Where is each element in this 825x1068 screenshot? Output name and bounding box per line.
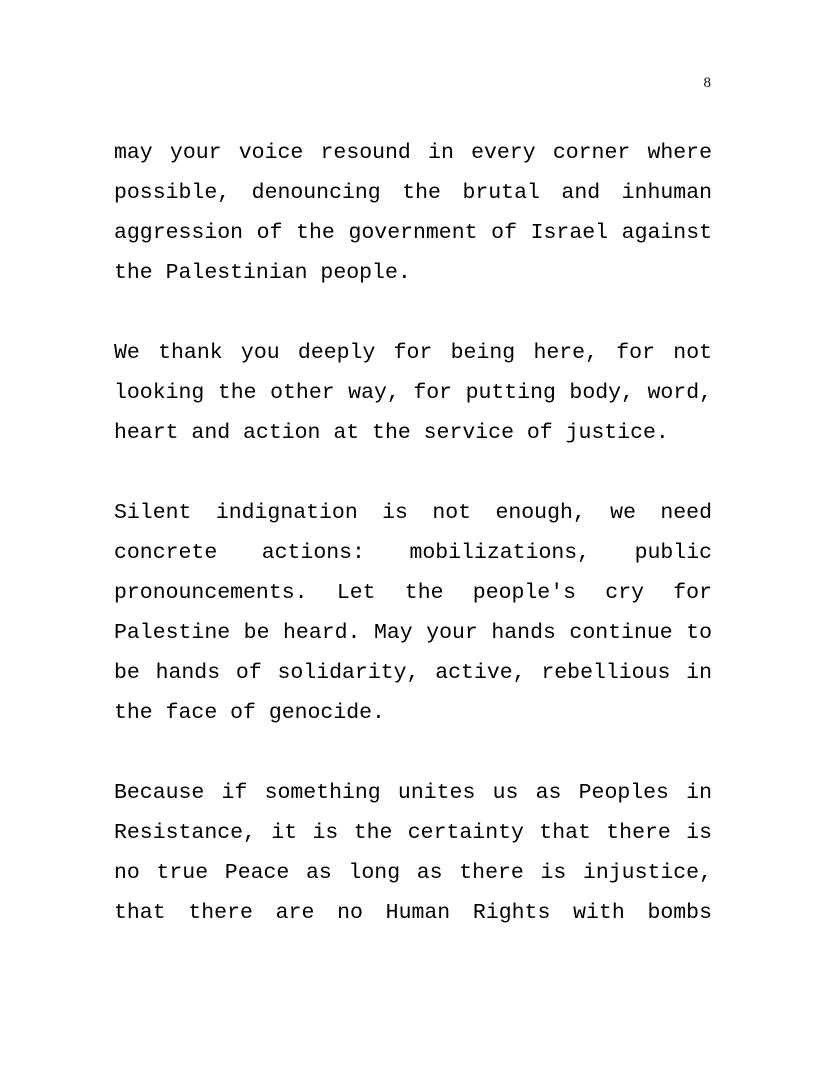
paragraph-2: We thank you deeply for being here, for not looking the other way, for putting body, word, heart and action at the service of justice. bbox=[114, 341, 712, 445]
paragraph-3: Silent indignation is not enough, we need concrete actions: mobilizations, public pronouncements. Let the people's cry for Palestine be heard. May your hands continue to be hands of solidarity, active, rebellious in the face of genocide. bbox=[114, 501, 712, 725]
paragraph-4: Because if something unites us as Peoples in Resistance, it is the certainty that there is no true Peace as long as there is injustice, that there are no Human Rights with bombs bbox=[114, 781, 712, 925]
paragraph-1: may your voice resound in every corner where possible, denouncing the brutal and inhuman aggression of the government of Israel against the Palestinian people. bbox=[114, 141, 712, 285]
document-body bbox=[114, 133, 712, 933]
page-number: 8 bbox=[703, 75, 711, 91]
